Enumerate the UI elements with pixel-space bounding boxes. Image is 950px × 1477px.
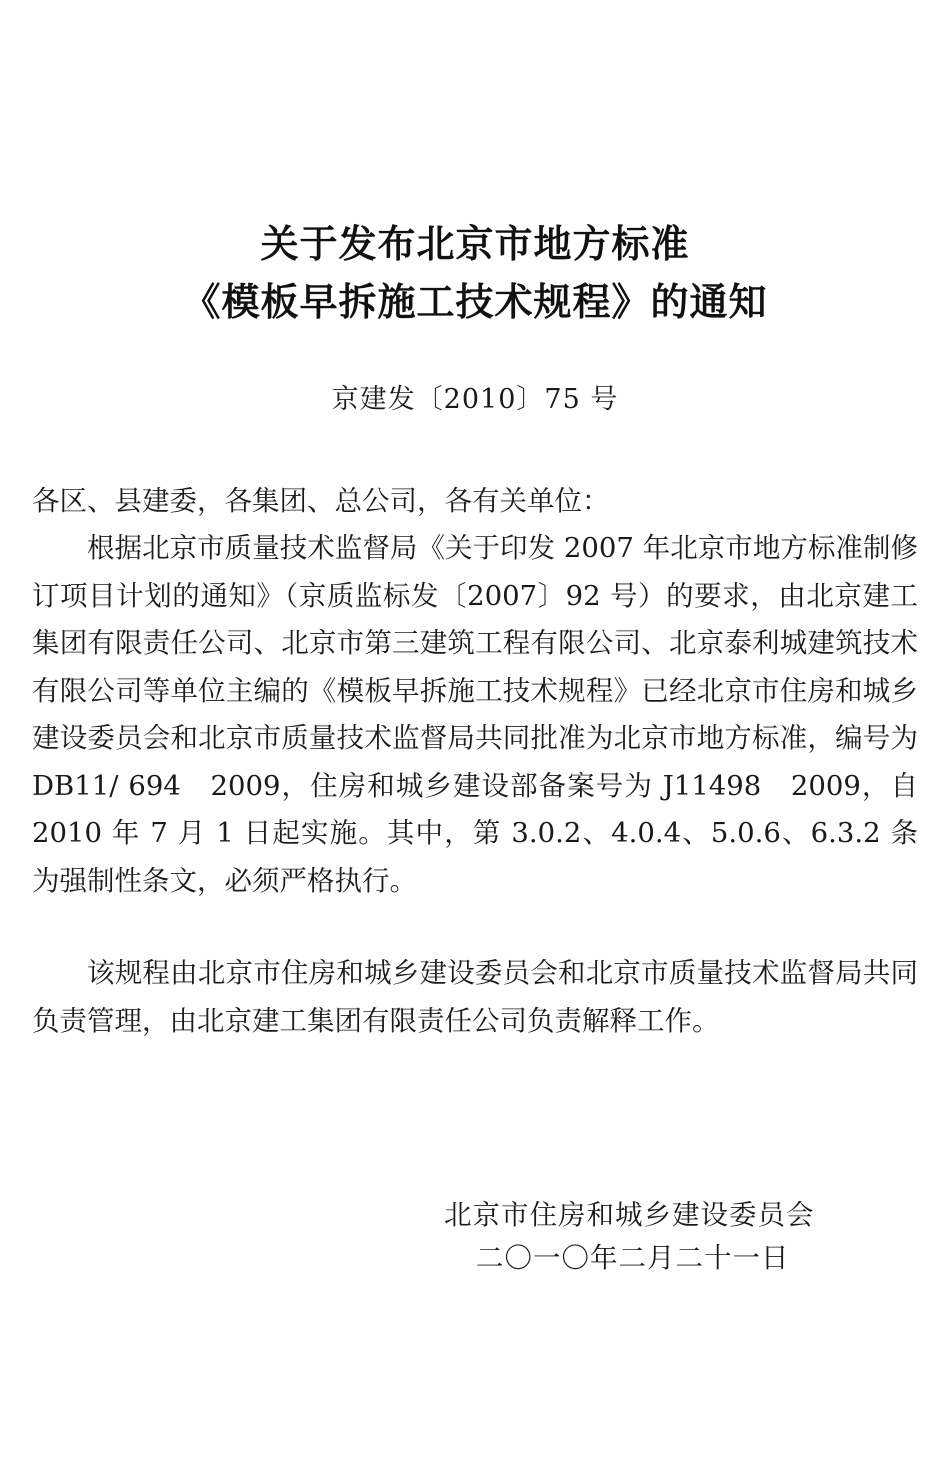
salutation: 各区、县建委，各集团、总公司，各有关单位：	[32, 485, 610, 517]
document-number: 京建发〔2010〕75 号	[331, 384, 619, 415]
signature-organization: 北京市住房和城乡建设委员会	[444, 1199, 815, 1231]
title-line-1: 关于发布北京市地方标准	[260, 222, 690, 266]
signature-date: 二〇一〇年二月二十一日	[476, 1242, 790, 1274]
title-line-2: 《模板早拆施工技术规程》的通知	[182, 280, 768, 324]
paragraph-2: 该规程由北京市住房和城乡建设委员会和北京市质量技术监督局共同负责管理，由北京建工集团有限责任公司负责解释工作。	[32, 957, 918, 1037]
paragraph-1: 根据北京市质量技术监督局《关于印发 2007 年北京市地方标准制修订项目计划的通知》（京质监标发〔2007〕92 号）的要求，由北京建工集团有限责任公司、北京市第三建筑工程有限公司、北京泰利城建筑技术有限公司等单位主编的《模板早拆施工技术规程》已经北京市住房和城乡建设委员会和北京市质量技术监督局共同批准为北京市地方标准，编号为 DB11/ 694 2009，住房和城乡建设部备案号为 J11498 2009，自 2010 年 7 月 1 日起实施。其中，第 3.0.2、4.0.4、5.0.6、6.3.2 条为强制性条文，必须严格执行。	[32, 532, 918, 897]
